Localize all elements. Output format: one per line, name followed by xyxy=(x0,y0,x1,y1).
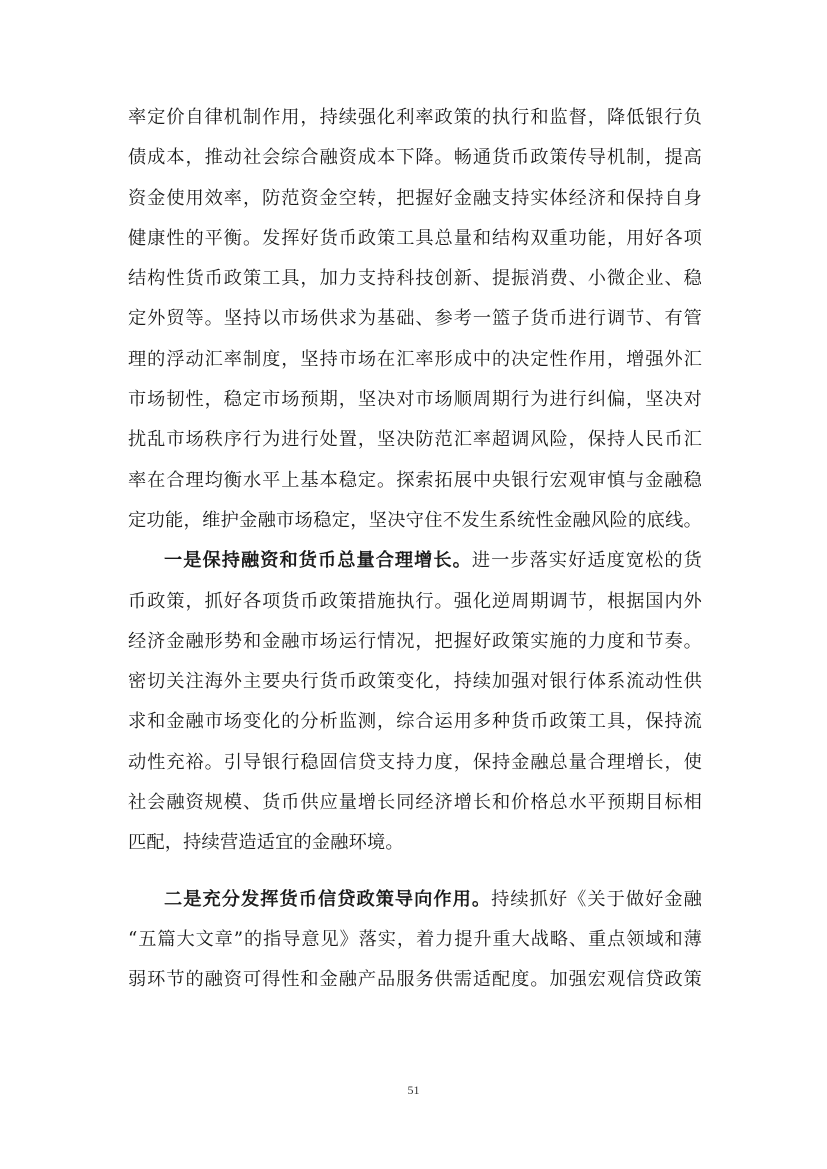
text-line: 理的浮动汇率制度，坚持市场在汇率形成中的决定性作用，增强外汇 xyxy=(128,348,702,370)
paragraph-1 xyxy=(128,98,702,541)
text-line: “五篇大文章”的指导意见》落实，着力提升重大战略、重点领域和薄 xyxy=(128,928,702,950)
text-line: 健康性的平衡。发挥好货币政策工具总量和结构双重功能，用好各项 xyxy=(128,227,702,249)
text-line: 定外贸等。坚持以市场供求为基础、参考一篮子货币进行调节、有管 xyxy=(128,308,702,330)
paragraph-2 xyxy=(128,541,702,863)
text-line: 动性充裕。引导银行稳固信贷支持力度，保持金融总量合理增长，使 xyxy=(128,751,702,773)
text-line: 扰乱市场秩序行为进行处置，坚决防范汇率超调风险，保持人民币汇 xyxy=(128,429,702,451)
text-line: 率在合理均衡水平上基本稳定。探索拓展中央银行宏观审慎与金融稳 xyxy=(128,469,702,491)
text-line: 币政策，抓好各项货币政策措施执行。强化逆周期调节，根据国内外 xyxy=(128,590,702,612)
paragraph-heading: 一是保持融资和货币总量合理增长。 xyxy=(164,550,472,572)
text-line: 匹配，持续营造适宜的金融环境。 xyxy=(128,832,404,854)
text-line: 求和金融市场变化的分析监测，综合运用多种货币政策工具，保持流 xyxy=(128,711,702,733)
paragraph-3 xyxy=(128,880,702,1001)
text-line: 弱环节的融资可得性和金融产品服务供需适配度。加强宏观信贷政策 xyxy=(128,969,702,991)
paragraph-spacing xyxy=(128,864,702,880)
text-line: 社会融资规模、货币供应量增长同经济增长和价格总水平预期目标相 xyxy=(128,792,702,814)
text-line: 债成本，推动社会综合融资成本下降。畅通货币政策传导机制，提高 xyxy=(128,147,702,169)
text-line xyxy=(128,880,702,920)
text-line: 经济金融形势和金融市场运行情况，把握好政策实施的力度和节奏。 xyxy=(128,630,702,652)
paragraph-heading: 二是充分发挥货币信贷政策导向作用。 xyxy=(164,888,492,910)
text-line: 结构性货币政策工具，加力支持科技创新、提振消费、小微企业、稳 xyxy=(128,268,702,290)
text-line: 市场韧性，稳定市场预期，坚决对市场顺周期行为进行纠偏，坚决对 xyxy=(128,389,702,411)
text-line: 率定价自律机制作用，持续强化利率政策的执行和监督，降低银行负 xyxy=(128,107,702,128)
text-line xyxy=(128,541,702,581)
text-run: 进一步落实好适度宽松的货 xyxy=(471,550,702,572)
text-line: 资金使用效率，防范资金空转，把握好金融支持实体经济和保持自身 xyxy=(128,187,702,209)
page-number: 51 xyxy=(407,1083,420,1097)
body-text xyxy=(128,98,702,1001)
text-line: 密切关注海外主要央行货币政策变化，持续加强对银行体系流动性供 xyxy=(128,671,702,693)
text-run: 持续抓好《关于做好金融 xyxy=(491,888,703,910)
text-line: 定功能，维护金融市场稳定，坚决守住不发生系统性金融风险的底线。 xyxy=(128,509,702,531)
